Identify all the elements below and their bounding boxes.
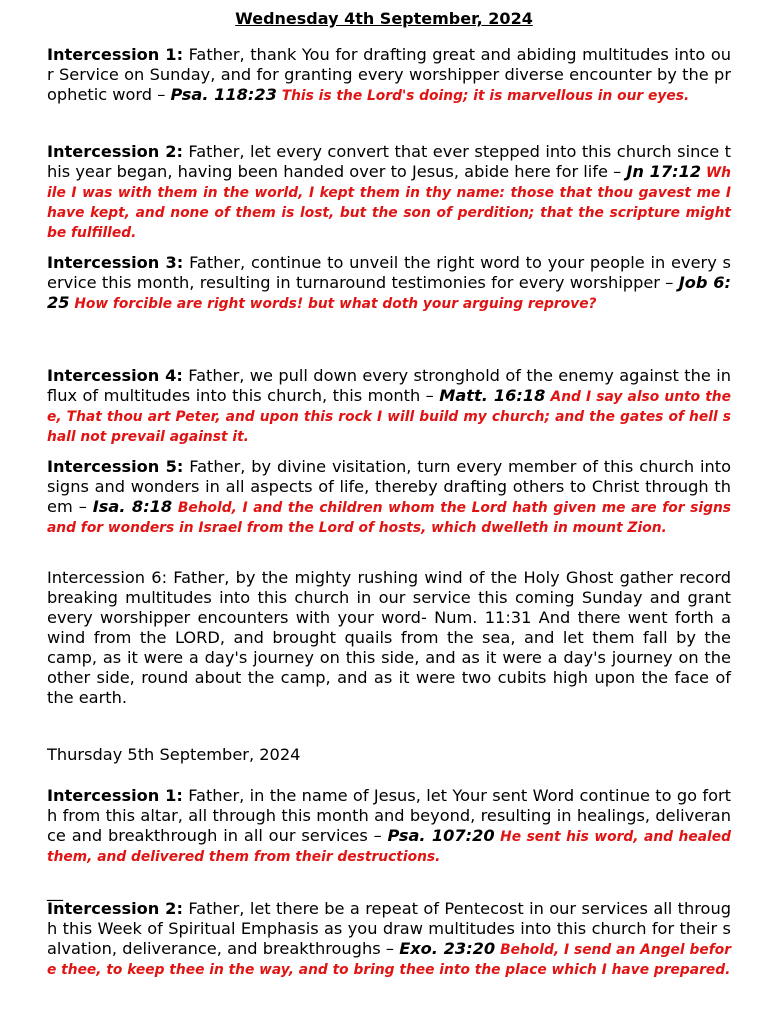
day1-intercession-3 [47, 253, 731, 313]
scripture-verse: Behold, I and the children whom the Lord hath given me are for signs and for wonders in Israel from the Lord of hosts, which dwelleth in mount Zion. [47, 500, 731, 536]
day1-heading: Wednesday 4th September, 2024 [235, 9, 533, 28]
intercession-label: Intercession 1: [47, 786, 183, 805]
scripture-reference: Psa. 118:23 [170, 85, 277, 104]
scripture-reference: Job 6:25 [47, 273, 731, 312]
day2-intercession-1 [47, 786, 731, 866]
intercession-label: Intercession 4: [47, 366, 183, 385]
intercession-text: Father, continue to unveil the right word to your people in every service this month, resulting in turnaround testimonies for every worshipper – [47, 253, 731, 292]
scripture-verse: How forcible are right words! but what doth your arguing reprove? [69, 296, 597, 312]
scripture-verse: He sent his word, and healed them, and delivered them from their destructions. [47, 829, 731, 865]
intercession-text: Father, by divine visitation, turn every member of this church into signs and wonders in all aspects of life, thereby drafting others to Christ through them – [47, 457, 731, 516]
intercession-text: Father, let there be a repeat of Pentecost in our services all through this Week of Spiritual Emphasis as you draw multitudes into this church for their salvation, deliverance, and breakthroughs – [47, 899, 731, 958]
scripture-reference: Jn 17:12 [626, 162, 702, 181]
scripture-reference: Exo. 23:20 [399, 939, 496, 958]
scripture-reference: Isa. 8:18 [92, 497, 173, 516]
day1-intercession-6: Intercession 6: Father, by the mighty rushing wind of the Holy Ghost gather record breaking multitudes into this church in our service this coming Sunday and grant every worshipper encounters with your word- Num. 11:31 And there went forth a wind from the LORD, and brought quails from the sea, and let them fall by the camp, as it were a day's journey on this side, and as it were a day's journey on the other side, round about the camp, and as it were two cubits high upon the face of the earth. [47, 568, 731, 707]
intercession-text: Father, in the name of Jesus, let Your sent Word continue to go forth from this altar, all through this month and beyond, resulting in healings, deliverance and breakthrough in all our services – [47, 786, 731, 845]
intercession-label: Intercession 5: [47, 457, 184, 476]
day1-intercession-2 [47, 142, 731, 242]
intercession-text: Father, thank You for drafting great and abiding multitudes into our Service on Sunday, and for granting every worshipper diverse encounter by the prophetic word – [47, 45, 731, 104]
day2-heading: Thursday 5th September, 2024 [47, 745, 301, 764]
intercession-label: Intercession 2: [47, 142, 183, 161]
intercession-text: Father, let every convert that ever stepped into this church since this year began, having been handed over to Jesus, abide here for life – [47, 142, 731, 181]
day1-intercession-1 [47, 45, 731, 105]
scripture-verse: While I was with them in the world, I kept them in thy name: those that thou gavest me I have kept, and none of them is lost, but the son of perdition; that the scripture might be fulfilled. [47, 165, 731, 241]
intercession-label: Intercession 1: [47, 45, 184, 64]
scripture-reference: Psa. 107:20 [387, 826, 495, 845]
scripture-reference: Matt. 16:18 [439, 386, 546, 405]
separator-line: __ [47, 882, 63, 901]
intercession-text: Father, we pull down every stronghold of the enemy against the influx of multitudes into this church, this month – [47, 366, 731, 405]
scripture-verse: Behold, I send an Angel before thee, to keep thee in the way, and to bring thee into the place which I have prepared. [47, 942, 731, 978]
day1-intercession-5 [47, 457, 731, 537]
day2-intercession-2 [47, 899, 731, 979]
scripture-verse: This is the Lord's doing; it is marvellous in our eyes. [276, 88, 690, 104]
intercession-label: Intercession 3: [47, 253, 184, 272]
day1-intercession-4 [47, 366, 731, 446]
scripture-verse: And I say also unto thee, That thou art Peter, and upon this rock I will build my church; and the gates of hell shall not prevail against it. [47, 389, 731, 445]
intercession-label: Intercession 2: [47, 899, 183, 918]
